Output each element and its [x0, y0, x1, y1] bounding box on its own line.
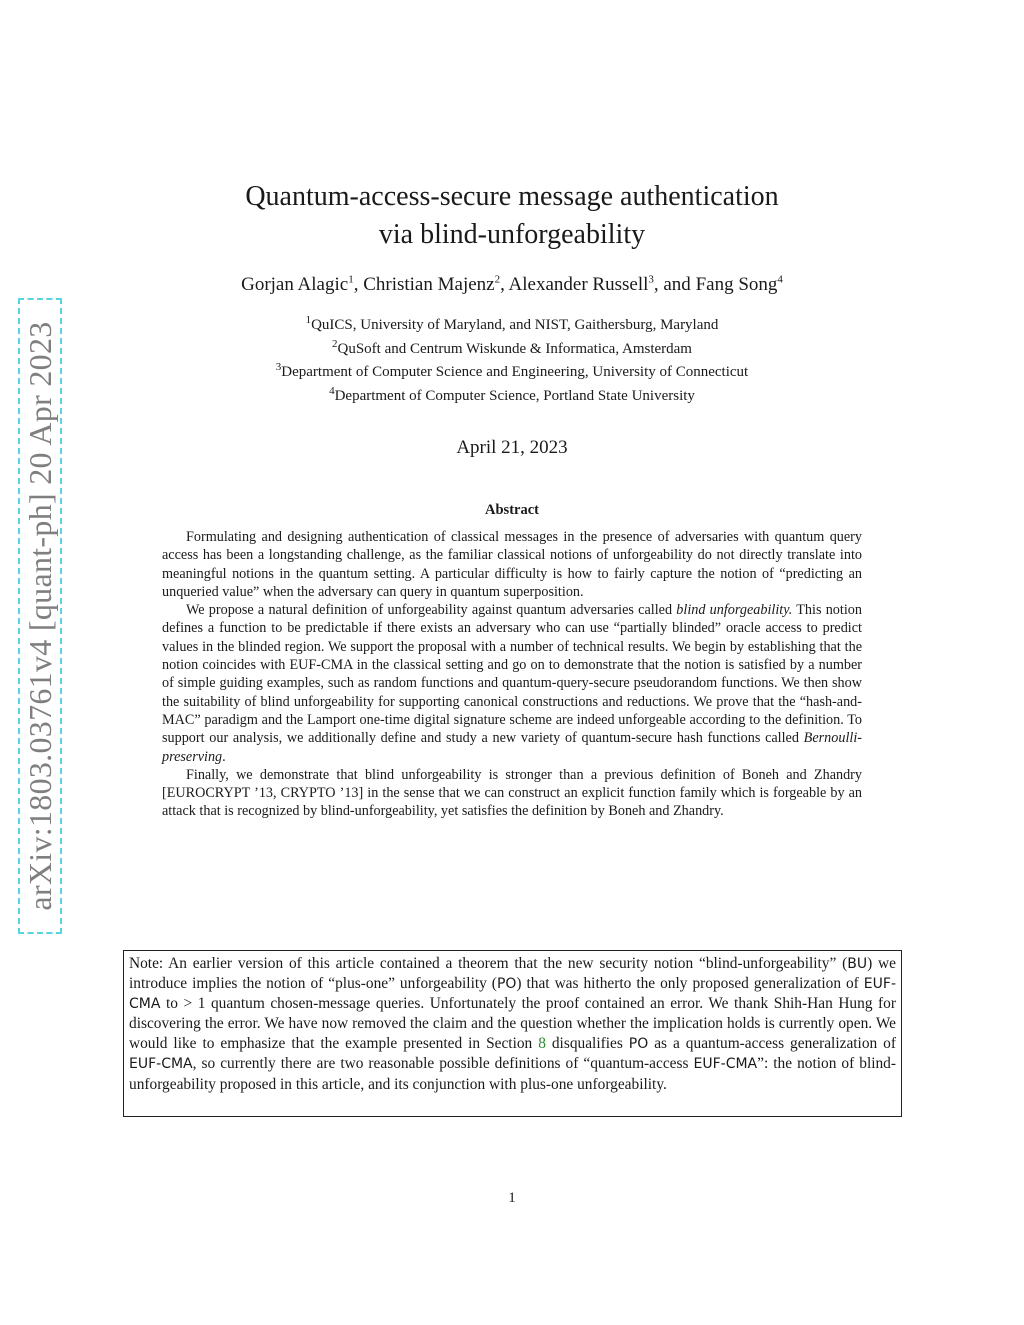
- note-term: PO: [628, 1036, 649, 1053]
- publication-date: April 21, 2023: [456, 437, 568, 458]
- abstract-heading: Abstract: [485, 502, 539, 518]
- abstract-emphasis: blind unforgeability.: [676, 602, 793, 619]
- affiliation-text: Department of Computer Science, Portland State University: [334, 387, 695, 404]
- note-text: to > 1 quantum chosen-message queries. Unfortunately the proof contained an error. We thank Shih-Han Hung for discovering the error. We have now removed the claim and the question whether the implication holds is currently open. We would like to emphasize that the example presented in Section: [129, 995, 896, 1053]
- title-line-1: Quantum-access-secure message authentication: [245, 181, 779, 212]
- author-name: Fang Song: [695, 274, 778, 295]
- author-separator: ,: [353, 274, 364, 295]
- affiliation-text: QuSoft and Centrum Wiskunde & Informatica, Amsterdam: [337, 340, 692, 357]
- abstract-paragraph-1: Formulating and designing authentication of classical messages in the presence of adversaries with quantum query access has been a longstanding challenge, as the familiar classical notions of unforgeability do not directly translate into meaningful notions in the quantum setting. A particular difficulty is how to fairly capture the notion of “predicting an unqueried value” when the adversary can query in quantum superposition.: [162, 529, 862, 600]
- page-number: 1: [508, 1190, 516, 1206]
- affiliation-text: QuICS, University of Maryland, and NIST, Gaithersburg, Maryland: [311, 317, 719, 333]
- author-name: Christian Majenz: [363, 274, 495, 295]
- note-text: ) that was hitherto the only proposed generalization of: [516, 975, 864, 993]
- note-term: EUF-CMA: [129, 976, 896, 1013]
- note-text: Note: An earlier version of this article contained a theorem that the new security notion “blind-unforgeability” (: [129, 955, 848, 972]
- abstract-body: [162, 528, 862, 821]
- title-line-2: via blind-unforgeability: [378, 219, 646, 250]
- section-link[interactable]: 8: [538, 1035, 546, 1053]
- abstract-paragraph-3: Finally, we demonstrate that blind unforgeability is stronger than a previous definition of Boneh and Zhandry [EUROCRYPT ’13, CRYPTO ’13] in the sense that we can construct an explicit function family which is forgeable by an attack that is recognized by blind-unforgeability, yet satisfies the definition by Boneh and Zhandry.: [162, 766, 862, 820]
- affiliation-list: [150, 314, 874, 408]
- affiliation: [150, 338, 874, 362]
- note-term: BU: [847, 956, 868, 972]
- author-separator: , and: [653, 274, 696, 295]
- author-name: Gorjan Alagic: [241, 274, 349, 295]
- note-term: EUF-CMA: [129, 1056, 193, 1073]
- author-separator: ,: [500, 274, 509, 295]
- author-list: [150, 272, 874, 298]
- author-mark: 4: [777, 273, 783, 286]
- abstract-text: .: [222, 748, 226, 765]
- affiliation: [150, 361, 874, 385]
- erratum-note-box: [123, 950, 902, 1117]
- abstract-emphasis: Bernoulli-preserving: [162, 730, 862, 765]
- author-mark: 1: [348, 273, 354, 286]
- note-text: as a quantum-access generalization of: [648, 1035, 896, 1053]
- author-mark: 3: [648, 273, 654, 286]
- note-term: EUF-CMA: [693, 1056, 758, 1073]
- affiliation: [150, 385, 874, 409]
- affiliation-mark: 4: [329, 384, 335, 397]
- abstract-text: This notion defines a function to be predictable if there exists an adversary who can use “partially blinded” oracle access to predict values in the blinded region. We support the proposal with a number of technical results. We begin by establishing that the notion coincides with EUF-CMA in the classical setting and go on to demonstrate that the notion is satisfied by a number of simple guiding examples, such as random functions and quantum-query-secure pseudorandom functions. We then show the suitability of blind unforgeability for supporting canonical constructions and reductions. We prove that the “hash-and-MAC” paradigm and the Lamport one-time digital signature scheme are indeed unforgeable according to the definition. To support our analysis, we additionally define and study a new variety of quantum-secure hash functions called: [162, 602, 862, 747]
- affiliation-mark: 3: [275, 361, 282, 373]
- paper-title: [150, 178, 874, 254]
- arxiv-stamp-text: arXiv:1803.03761v4 [quant-ph] 20 Apr 2023: [18, 298, 62, 934]
- note-term: PO: [496, 976, 517, 993]
- abstract-text: We propose a natural definition of unforgeability against quantum adversaries called: [186, 602, 677, 619]
- affiliation: [150, 314, 874, 338]
- affiliation-mark: 2: [332, 337, 338, 350]
- author-mark: 2: [494, 273, 501, 286]
- affiliation-text: Department of Computer Science and Engineering, University of Connecticut: [281, 364, 749, 380]
- author-name: Alexander Russell: [508, 274, 649, 295]
- abstract-paragraph-2: [162, 601, 862, 766]
- arxiv-stamp: [18, 298, 62, 934]
- note-text: disqualifies: [545, 1035, 629, 1053]
- note-text: ”: the notion of blind-unforgeability proposed in this article, and its conjunction with plus-one unforgeability.: [129, 1055, 897, 1093]
- affiliation-mark: 1: [305, 314, 312, 326]
- note-text: , so currently there are two reasonable possible definitions of “quantum-access: [192, 1055, 694, 1073]
- note-text: ) we introduce implies the notion of “plus-one” unforgeability (: [129, 955, 897, 993]
